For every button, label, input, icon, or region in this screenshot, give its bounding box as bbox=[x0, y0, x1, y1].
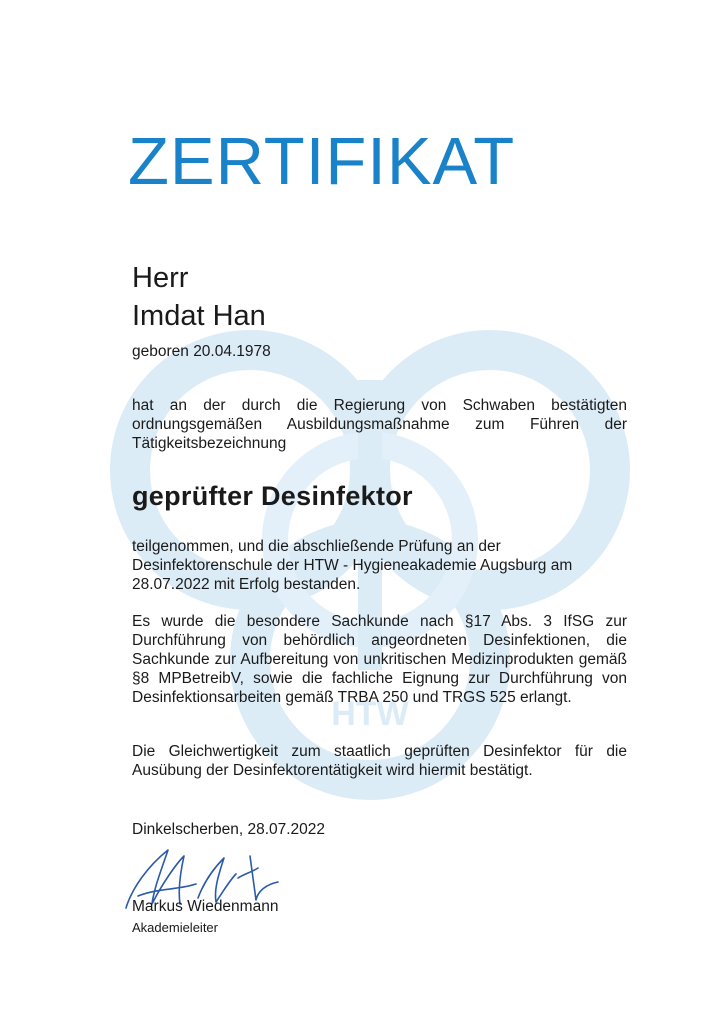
watermark-text: HTW bbox=[331, 695, 409, 733]
signer-name: Markus Wiedenmann bbox=[132, 898, 279, 915]
certificate-title: ZERTIFIKAT bbox=[128, 124, 516, 199]
equivalence-paragraph: Die Gleichwertigkeit zum staatlich geprüften Desinfektor für die Ausübung der Desinfektorentätigkeit wird hiermit bestätigt. bbox=[132, 743, 627, 779]
signer-title: Akademieleiter bbox=[132, 920, 218, 935]
recipient-name: Imdat Han bbox=[132, 300, 266, 332]
birth-date-line: geboren 20.04.1978 bbox=[132, 343, 271, 360]
competence-paragraph: Es wurde die besondere Sachkunde nach §17 Abs. 3 IfSG zur Durchführung von behördlich angeordneten Desinfektionen, die Sachkunde zur Aufbereitung von unkritischen Medizinprodukten gemäß §8 MPBetreibV, sowie die fachliche Eignung zur Durchführung von Desinfektionsarbeiten gemäß TRBA 250 und TRGS 525 erlangt. bbox=[132, 613, 627, 706]
salutation: Herr bbox=[132, 262, 189, 294]
intro-paragraph: hat an der durch die Regierung von Schwaben bestätigten ordnungsgemäßen Ausbildungsmaßnahme zum Führen der Tätigkeitsbezeichnung bbox=[132, 397, 627, 452]
qualification-title: geprüfter Desinfektor bbox=[132, 481, 413, 511]
place-date: Dinkelscherben, 28.07.2022 bbox=[132, 821, 326, 838]
exam-paragraph: teilgenommen, und die abschließende Prüfung an der Desinfektorenschule der HTW - Hygieneakademie Augsburg am 28.07.2022 mit Erfolg bestanden. bbox=[132, 538, 573, 593]
